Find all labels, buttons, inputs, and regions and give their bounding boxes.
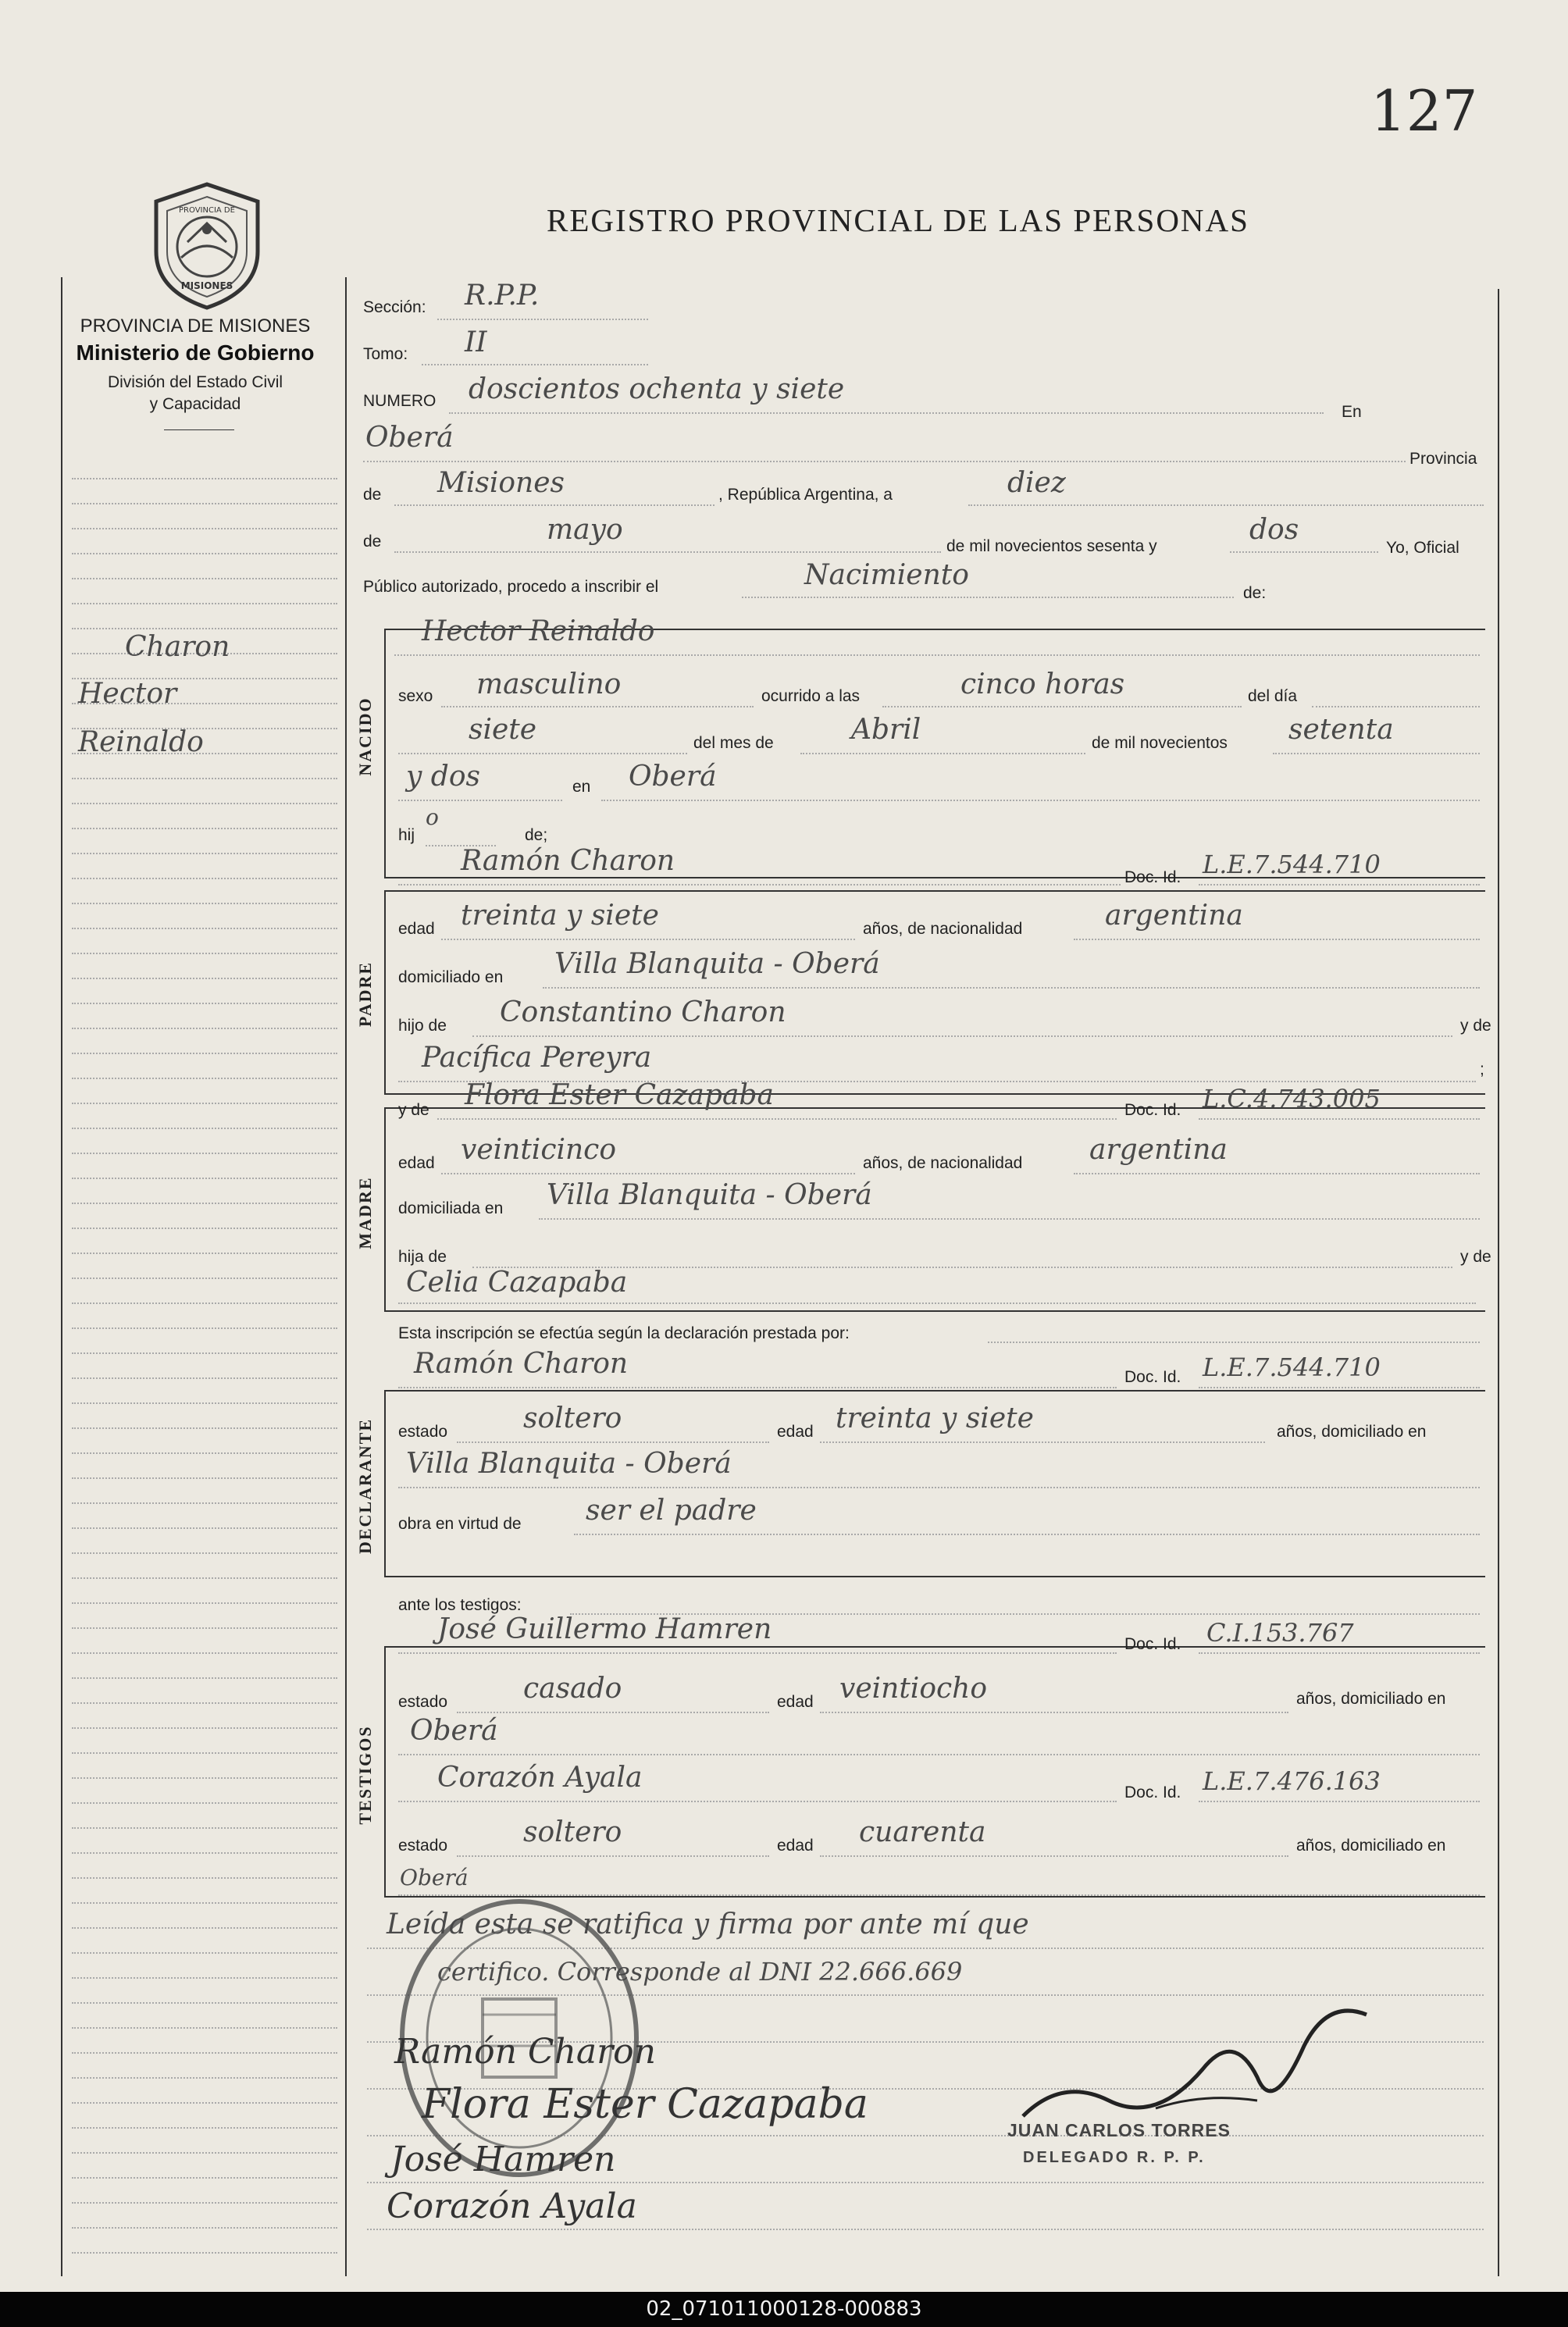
province-name: PROVINCIA DE MISIONES <box>80 315 311 337</box>
margin-rule <box>72 1352 337 1354</box>
value-test2-dom: Oberá <box>400 1865 469 1890</box>
section-label-declarante: DECLARANTE <box>355 1417 375 1555</box>
margin-rule <box>72 2177 337 2179</box>
margin-rule <box>72 1253 337 1254</box>
bracket-madre <box>384 1107 386 1312</box>
rule <box>398 1652 1117 1654</box>
margin-rule <box>72 2252 337 2254</box>
value-padre-hijo-de-1: Constantino Charon <box>500 996 786 1028</box>
margin-rule <box>72 978 337 979</box>
label-en: En <box>1342 403 1362 421</box>
rule <box>394 551 941 553</box>
rule <box>574 1534 1480 1535</box>
margin-rule <box>72 1003 337 1004</box>
label-nac-madre: años, de nacionalidad <box>863 1154 1023 1172</box>
label-semicolon: ; <box>1480 1060 1484 1078</box>
label-anios-dom-test1: años, domiciliado en <box>1296 1690 1446 1708</box>
value-hora: cinco horas <box>960 668 1125 700</box>
margin-rule <box>72 1827 337 1829</box>
label-publico: Público autorizado, procedo a inscribir el <box>363 578 659 596</box>
value-madre-edad: veinticinco <box>461 1134 617 1166</box>
label-tomo: Tomo: <box>363 345 408 363</box>
label-numero: NUMERO <box>363 392 437 410</box>
label-doc-decl: Doc. Id. <box>1124 1368 1181 1386</box>
bracket-declarante <box>384 1390 386 1577</box>
signature-testigo-1: José Hamren <box>390 2140 616 2179</box>
margin-rule <box>72 1228 337 1229</box>
rule <box>398 1754 1480 1755</box>
value-seccion: R.P.P. <box>465 280 540 312</box>
rule <box>1074 1173 1480 1174</box>
division-line-1: División del Estado Civil <box>107 373 283 391</box>
rule <box>394 504 715 506</box>
margin-rule <box>72 1302 337 1304</box>
label-doc-test1: Doc. Id. <box>1124 1635 1181 1653</box>
value-anio: dos <box>1249 514 1299 546</box>
rule <box>882 706 1242 707</box>
closing-note-line-2: certifico. Corresponde al DNI 22.666.669 <box>437 1957 963 1987</box>
label-inscripcion: Esta inscripción se efectúa según la declaración prestada por: <box>398 1324 850 1342</box>
value-test2-nombre: Corazón Ayala <box>437 1762 643 1794</box>
rule <box>398 1387 1117 1388</box>
label-ante: ante los testigos: <box>398 1596 522 1614</box>
label-mil-novecientos: de mil novecientos <box>1092 734 1228 752</box>
margin-rule <box>72 1402 337 1404</box>
margin-rule <box>72 1777 337 1779</box>
label-estado-test1: estado <box>398 1693 448 1711</box>
bracket-padre-top <box>384 890 1485 892</box>
value-decl-doc: L.E.7.544.710 <box>1203 1352 1381 1382</box>
label-y-de-madre: y de <box>398 1101 429 1119</box>
section-label-nacido: NACIDO <box>355 697 375 776</box>
margin-rule <box>72 1927 337 1929</box>
margin-rule <box>72 2227 337 2229</box>
value-padre-dom: Villa Blanquita - Oberá <box>554 948 880 980</box>
margin-rule <box>72 1877 337 1879</box>
label-hija-de: hija de <box>398 1248 447 1266</box>
value-test1-dom: Oberá <box>410 1715 498 1747</box>
rule <box>543 987 1480 989</box>
rule <box>800 753 1085 754</box>
province-emblem-icon <box>141 180 273 312</box>
value-madre-doc: L.C.4.743.005 <box>1203 1084 1381 1114</box>
margin-rule <box>72 1053 337 1054</box>
rule <box>449 412 1324 414</box>
delegado-role: DELEGADO R. P. P. <box>1023 2149 1206 2166</box>
margin-rule <box>72 1452 337 1454</box>
delegado-name: JUAN CARLOS TORRES <box>1007 2120 1231 2140</box>
margin-rule <box>72 1552 337 1554</box>
label-doc-padre: Doc. Id. <box>1124 868 1181 886</box>
margin-rule <box>72 1752 337 1754</box>
value-mes-nac: Abril <box>851 714 921 746</box>
rule <box>1199 1118 1480 1120</box>
margin-rule <box>72 2102 337 2104</box>
rule <box>988 1342 1480 1343</box>
margin-rule <box>72 2027 337 2029</box>
margin-rule <box>72 1203 337 1204</box>
rule <box>539 1218 1480 1220</box>
margin-rule <box>72 953 337 954</box>
value-madre-hija-de-2: Celia Cazapaba <box>406 1267 628 1299</box>
bracket-padre <box>384 890 386 1095</box>
value-lugar-nac: Oberá <box>629 761 717 793</box>
label-de-colon: de: <box>1243 584 1267 602</box>
label-doc-test2: Doc. Id. <box>1124 1784 1181 1801</box>
rule <box>441 939 855 940</box>
margin-rule <box>72 2002 337 2004</box>
rule <box>437 1118 1117 1120</box>
rule <box>398 1302 1476 1304</box>
label-hij: hij <box>398 826 415 844</box>
value-padre-doc: L.E.7.544.710 <box>1203 850 1381 879</box>
rule <box>398 753 687 754</box>
label-edad-test1: edad <box>777 1693 814 1711</box>
value-padre-edad: treinta y siete <box>461 900 659 932</box>
rule <box>457 1855 769 1857</box>
margin-rule <box>72 803 337 804</box>
value-localidad: Oberá <box>365 422 454 454</box>
margin-rule <box>72 528 337 529</box>
margin-rule <box>72 1502 337 1504</box>
value-hij-suffix: o <box>426 804 439 830</box>
value-dia-nac: siete <box>469 714 537 746</box>
margin-rule <box>72 903 337 904</box>
label-mil-novecientos-sesenta: de mil novecientos sesenta y <box>946 537 1157 555</box>
margin-rule <box>72 1153 337 1154</box>
section-label-padre: PADRE <box>355 960 375 1028</box>
margin-rule <box>72 1602 337 1604</box>
value-mes: mayo <box>547 514 623 546</box>
rule <box>1199 1652 1480 1654</box>
value-nombre: Hector Reinaldo <box>422 615 655 647</box>
margin-rule <box>72 578 337 579</box>
label-edad-padre: edad <box>398 920 435 938</box>
rule <box>820 1441 1265 1443</box>
margin-rule <box>72 853 337 854</box>
margin-rule <box>72 1128 337 1129</box>
rule <box>1273 753 1480 754</box>
value-sexo: masculino <box>476 668 622 700</box>
label-yo-oficial: Yo, Oficial <box>1386 539 1459 557</box>
margin-rule <box>72 928 337 929</box>
signature-madre: Flora Ester Cazapaba <box>422 2081 868 2128</box>
rule <box>1230 551 1378 553</box>
margin-rule <box>72 1977 337 1979</box>
rule <box>441 1173 855 1174</box>
margin-rule <box>72 503 337 504</box>
label-hijo-de: hijo de <box>398 1017 447 1035</box>
value-test1-nombre: José Guillermo Hamren <box>437 1613 772 1645</box>
margin-rule <box>72 603 337 604</box>
rule <box>1312 706 1480 707</box>
rule <box>437 319 648 320</box>
margin-right-border <box>345 277 347 2276</box>
official-signature-icon <box>1000 1983 1374 2140</box>
margin-rule <box>72 1677 337 1679</box>
label-en-nacido: en <box>572 778 591 796</box>
value-test2-edad: cuarenta <box>859 1816 986 1848</box>
margin-rule <box>72 1902 337 1904</box>
margin-rule <box>72 1627 337 1629</box>
margin-rule <box>72 1327 337 1329</box>
rule <box>1199 884 1480 886</box>
division-line-2: y Capacidad <box>149 395 241 413</box>
margin-rule <box>72 2127 337 2129</box>
margin-rule <box>72 1702 337 1704</box>
label-domiciliado-padre: domiciliado en <box>398 968 504 986</box>
label-y-de-padre: y de <box>1460 1017 1491 1035</box>
label-republica: , República Argentina, a <box>718 486 893 504</box>
value-decl-obra: ser el padre <box>586 1495 757 1527</box>
rule <box>398 1801 1117 1802</box>
footer-code: 02_071011000128-000883 <box>0 2292 1568 2327</box>
label-ocurrido: ocurrido a las <box>761 687 861 705</box>
section-label-testigos: TESTIGOS <box>355 1725 375 1825</box>
value-test1-edad: veintiocho <box>839 1673 988 1705</box>
margin-rule <box>72 878 337 879</box>
label-obra: obra en virtud de <box>398 1515 522 1533</box>
value-anio-nac-1: setenta <box>1288 714 1394 746</box>
value-test2-estado: soltero <box>523 1816 622 1848</box>
value-anio-nac-2: y dos <box>406 761 480 793</box>
value-acto: Nacimiento <box>804 559 969 591</box>
value-numero: doscientos ochenta y siete <box>469 373 845 405</box>
margin-rule <box>72 478 337 479</box>
rule <box>394 654 1480 656</box>
label-edad-test2: edad <box>777 1837 814 1855</box>
rule <box>422 364 648 365</box>
value-madre-dom: Villa Blanquita - Oberá <box>547 1179 872 1211</box>
margin-rule <box>72 1377 337 1379</box>
page-number: 127 <box>1370 78 1478 144</box>
margin-rule <box>72 1652 337 1654</box>
margin-rule <box>72 1527 337 1529</box>
margin-rule <box>72 1278 337 1279</box>
rule <box>820 1712 1288 1713</box>
rule <box>457 1441 769 1443</box>
margin-rule <box>72 1103 337 1104</box>
closing-note-line-1: Leída esta se ratifica y firma por ante mí que <box>387 1908 1029 1940</box>
signature-rule <box>367 2229 1484 2230</box>
margin-rule <box>72 1178 337 1179</box>
label-domiciliada-madre: domiciliada en <box>398 1199 504 1217</box>
margin-rule <box>72 1427 337 1429</box>
margin-rule <box>72 1727 337 1729</box>
margin-left-border <box>61 277 62 2276</box>
rule <box>441 706 754 707</box>
rule <box>363 461 1406 462</box>
label-doc-madre: Doc. Id. <box>1124 1101 1181 1119</box>
rule <box>820 1855 1288 1857</box>
document-title: REGISTRO PROVINCIAL DE LAS PERSONAS <box>547 202 1249 238</box>
label-del-mes: del mes de <box>693 734 774 752</box>
rule <box>398 884 1121 886</box>
rule <box>1074 939 1480 940</box>
emblem-bottom-text: MISIONES <box>180 280 233 291</box>
signature-testigo-2: Corazón Ayala <box>387 2186 637 2226</box>
margin-rule <box>72 1802 337 1804</box>
rule <box>398 1487 1480 1488</box>
rule <box>968 504 1484 506</box>
rule <box>1199 1387 1480 1388</box>
margin-rule <box>72 828 337 829</box>
rule <box>742 597 1234 598</box>
value-padre-nac: argentina <box>1105 900 1243 932</box>
value-decl-nombre: Ramón Charon <box>414 1348 629 1380</box>
label-del-dia: del día <box>1248 687 1298 705</box>
label-provincia: Provincia <box>1409 450 1477 468</box>
rule <box>398 800 562 801</box>
label-anios-dom-test2: años, domiciliado en <box>1296 1837 1446 1855</box>
margin-rule <box>72 2052 337 2054</box>
main-right-border <box>1498 289 1499 2276</box>
margin-note-surname: Charon <box>125 631 230 663</box>
emblem-top-text: PROVINCIA DE <box>179 206 235 215</box>
value-test2-doc: L.E.7.476.163 <box>1203 1766 1381 1796</box>
ministry-name: Ministerio de Gobierno <box>76 340 315 365</box>
label-de-1: de <box>363 486 382 504</box>
label-nac-padre: años, de nacionalidad <box>863 920 1023 938</box>
section-label-madre: MADRE <box>355 1176 375 1249</box>
margin-rule <box>72 1028 337 1029</box>
rule <box>457 1712 769 1713</box>
value-decl-edad: treinta y siete <box>836 1402 1034 1434</box>
label-de-semicolon: de; <box>525 826 548 844</box>
margin-rule <box>72 553 337 554</box>
signature-declarante: Ramón Charon <box>394 2032 657 2072</box>
value-tomo: II <box>465 326 487 358</box>
value-decl-estado: soltero <box>523 1402 622 1434</box>
value-provincia: Misiones <box>437 467 565 499</box>
bracket-declarante-top <box>384 1390 1485 1392</box>
label-edad-madre: edad <box>398 1154 435 1172</box>
value-padre-nombre: Ramón Charon <box>461 845 675 877</box>
rule <box>601 800 1480 801</box>
value-decl-dom: Villa Blanquita - Oberá <box>406 1448 732 1480</box>
value-test1-estado: casado <box>523 1673 622 1705</box>
margin-rule <box>72 628 337 629</box>
value-madre-nac: argentina <box>1089 1134 1228 1166</box>
bracket-nacido <box>384 629 386 878</box>
value-madre-nombre: Flora Ester Cazapaba <box>465 1079 774 1111</box>
margin-rule <box>72 2202 337 2204</box>
value-padre-hijo-de-2: Pacífica Pereyra <box>422 1042 652 1074</box>
division-underline <box>164 429 234 430</box>
label-sexo: sexo <box>398 687 433 705</box>
margin-note-name-2: Reinaldo <box>78 726 204 758</box>
label-estado-decl: estado <box>398 1423 448 1441</box>
margin-rule <box>72 1577 337 1579</box>
label-seccion: Sección: <box>363 298 426 316</box>
rule <box>1199 1801 1480 1802</box>
bracket-madre-bottom <box>384 1310 1485 1312</box>
rule <box>472 1035 1452 1037</box>
margin-note-name-1: Hector <box>78 678 177 710</box>
margin-rule <box>72 2152 337 2154</box>
label-y-de-madre-2: y de <box>1460 1248 1491 1266</box>
margin-rule <box>72 778 337 779</box>
margin-rule <box>72 2077 337 2079</box>
value-dia: diez <box>1007 467 1066 499</box>
margin-rule <box>72 1852 337 1854</box>
bracket-declarante-bottom <box>384 1576 1485 1577</box>
margin-rule <box>72 1477 337 1479</box>
margin-rule <box>72 1078 337 1079</box>
label-de-2: de <box>363 533 382 551</box>
label-edad-decl: edad <box>777 1423 814 1441</box>
label-anios-dom-decl: años, domiciliado en <box>1277 1423 1427 1441</box>
label-estado-test2: estado <box>398 1837 448 1855</box>
margin-rule <box>72 1952 337 1954</box>
value-test1-doc: C.I.153.767 <box>1206 1618 1354 1648</box>
bracket-testigos <box>384 1646 386 1898</box>
